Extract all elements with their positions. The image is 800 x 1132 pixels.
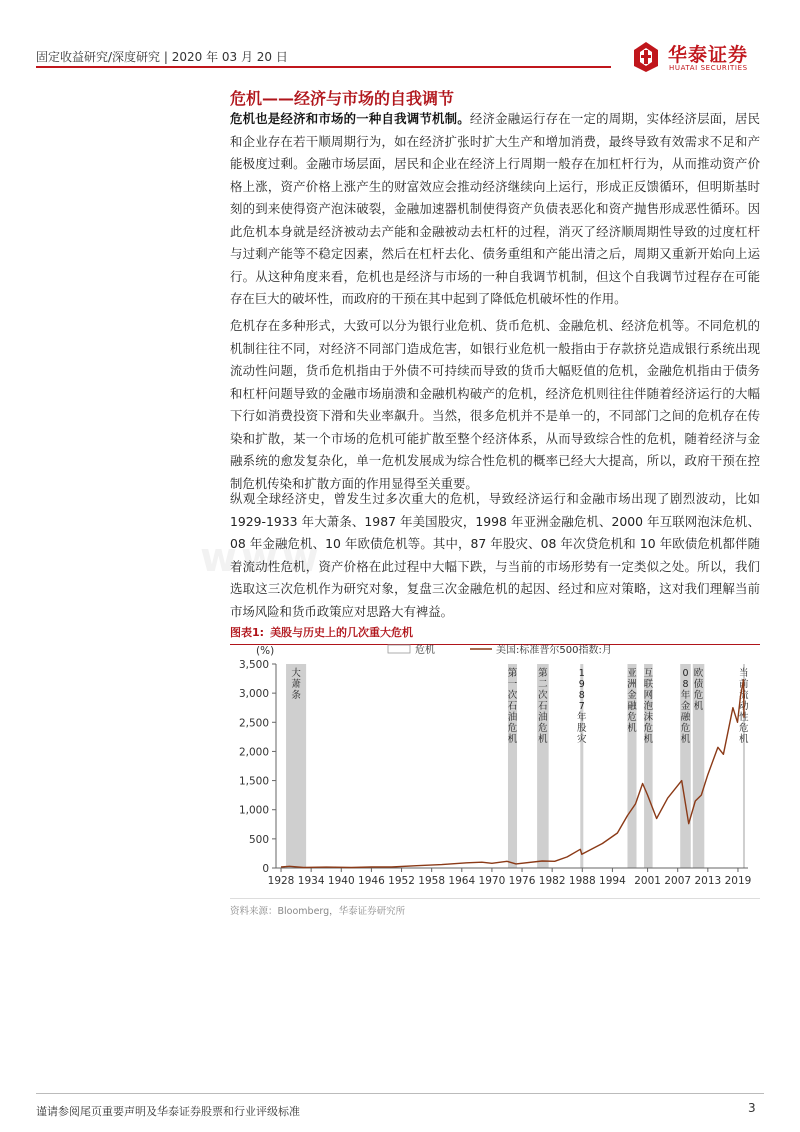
chart-container — [228, 642, 764, 892]
x-tick-label-9: 1982 — [538, 875, 566, 887]
paragraph-3 — [230, 488, 760, 623]
paragraph-3-text: 纵观全球经济史，曾发生过多次重大的危机，导致经济运行和金融市场出现了剧烈波动，比如 1929-1933 年大萧条、1987 年美国股灾，1998 年亚洲金融危机、2000 年互联网泡沫危机、08 年金融危机、10 年欧债危机等。其中，87 年股灾、08 年次贷危机和 10 年欧债危机都伴随着流动性危机，资产价格在此过程中大幅下跌，与当前的市场形势有一定类似之处。所以，我们选取这三次危机作为研究对象，复盘三次金融危机的起因、经过和应对策略，这对我们理解当前市场风险和货币政策应对思路大有裨益。 — [230, 491, 760, 619]
legend-label-sp500: 美国:标准普尔500指数:月 — [496, 645, 612, 656]
figure-caption: 美股与历史上的几次重大危机 — [270, 626, 414, 639]
y-tick-label-5: 2,500 — [238, 717, 269, 730]
crisis-label-5: 互联网泡沫危机 — [643, 668, 654, 745]
x-tick-label-3: 1946 — [358, 875, 385, 887]
x-tick-label-13: 2007 — [664, 875, 692, 887]
sp500-crisis-chart — [228, 642, 764, 892]
x-tick-label-0: 1928 — [267, 875, 295, 887]
crisis-label-8: 当前流动性危机 — [738, 668, 749, 745]
x-tick-label-8: 1976 — [508, 875, 536, 887]
paragraph-1-lead: 危机也是经济和市场的一种自我调节机制。 — [230, 111, 470, 126]
x-tick-label-15: 2019 — [724, 875, 752, 887]
brand-logo — [628, 40, 798, 74]
x-tick-label-4: 1952 — [388, 875, 415, 887]
paragraph-2 — [230, 315, 760, 495]
crisis-label-0: 大萧条 — [291, 668, 301, 701]
x-tick-label-7: 1970 — [478, 875, 506, 887]
watermark: www. — [200, 535, 340, 581]
header-rule — [36, 66, 611, 68]
section-title: 危机——经济与市场的自我调节 — [230, 89, 455, 108]
header-text: 固定收益研究/深度研究 | 2020 年 03 月 20 日 — [36, 50, 288, 64]
chart-legend — [388, 643, 612, 656]
y-tick-label-7: 3,500 — [238, 659, 269, 671]
footer-rule — [36, 1093, 764, 1094]
y-tick-label-1: 500 — [248, 833, 269, 846]
paragraph-1-text: 经济金融运行存在一定的周期，实体经济层面，居民和企业存在若干顺周期行为，如在经济扩张时扩大生产和增加消费，最终导致有效需求不足和产能极度过剩。金融市场层面，居民和企业在经济上行周期一般存在加杠杆行为，从而推动资产价格上涨，资产价格上涨产生的财富效应会推动经济继续向上运行，形成正反馈循环，但明斯基时刻的到来使得资产泡沫破裂，金融加速器机制使得资产负债表恶化和资产抛售形成恶性循环。因此危机本身就是经济被动去产能和金融被动去杠杆的过程，消灭了经济顺周期性导致的过度杠杆与过剩产能等不稳定因素，然后在杠杆去化、债务重组和产能出清之后，周期又重新开始向上运行。从这种角度来看，危机也是经济与市场的一种自我调节机制，但这个自我调节过程存在可能存在巨大的破坏性，而政府的干预在其中起到了降低危机破坏性的作用。 — [230, 111, 761, 306]
y-tick-label-0: 0 — [262, 863, 269, 875]
crisis-label-4: 亚洲金融危机 — [627, 668, 637, 734]
crisis-label-3: 1 9 8 7 年股灾 — [577, 668, 587, 745]
x-tick-label-11: 1994 — [599, 875, 626, 887]
figure-source: 资料来源：Bloomberg，华泰证券研究所 — [230, 898, 760, 917]
page-header — [36, 40, 756, 72]
crisis-label-1: 第一次石油危机 — [507, 668, 518, 745]
y-tick-label-2: 1,000 — [238, 804, 269, 817]
x-tick-label-10: 1988 — [568, 875, 596, 887]
logo-english: HUATAI SECURITIES — [669, 64, 748, 72]
legend-swatch-crisis — [388, 645, 410, 653]
x-tick-label-6: 1964 — [448, 875, 476, 887]
paragraph-1 — [230, 108, 760, 311]
crisis-label-6: 0 8 年金融危机 — [680, 668, 691, 745]
y-tick-label-4: 2,000 — [238, 746, 269, 759]
x-tick-label-2: 1940 — [327, 875, 355, 887]
crisis-label-7: 欧债危机 — [693, 668, 704, 712]
legend-label-crisis: 危机 — [415, 645, 435, 656]
figure-label: 图表1: — [230, 626, 265, 639]
page-number: 3 — [748, 1101, 756, 1115]
x-tick-label-12: 2001 — [634, 875, 661, 887]
x-tick-label-5: 1958 — [418, 875, 446, 887]
crisis-label-2: 第二次石油危机 — [538, 668, 548, 745]
x-tick-label-14: 2013 — [694, 875, 722, 887]
y-unit-label: (%) — [256, 645, 275, 657]
y-tick-label-6: 3,000 — [238, 688, 269, 701]
footer-disclaimer: 谨请参阅尾页重要声明及华泰证券股票和行业评级标准 — [36, 1105, 300, 1118]
x-tick-label-1: 1934 — [297, 875, 325, 887]
logo-name: 华泰证券 — [668, 44, 749, 66]
paragraph-2-text: 危机存在多种形式，大致可以分为银行业危机、货币危机、金融危机、经济危机等。不同危机的机制往往不同，对经济不同部门造成危害，如银行业危机一般指由于存款挤兑造成银行系统出现流动性问题，货币危机指由于外债不可持续而导致的货币大幅贬值的危机，金融危机指由于债务和杠杆问题导致的金融市场崩溃和金融机构破产的危机，经济危机则往往伴随着经济运行的大幅下行如消费投资下滑和失业率飙升。当然，很多危机并不是单一的，不同部门之间的危机存在传染和扩散，某一个市场的危机可能扩散至整个经济体系，从而导致综合性的危机，随着经济与金融系统的愈发复杂化，单一危机发展成为综合性危机的概率已经大大提高，所以，政府干预在控制危机传染和扩散方面的作用显得至关重要。 — [230, 318, 760, 491]
y-tick-label-3: 1,500 — [238, 775, 269, 788]
huatai-logo-icon — [628, 40, 664, 74]
chart-axes — [239, 645, 751, 887]
